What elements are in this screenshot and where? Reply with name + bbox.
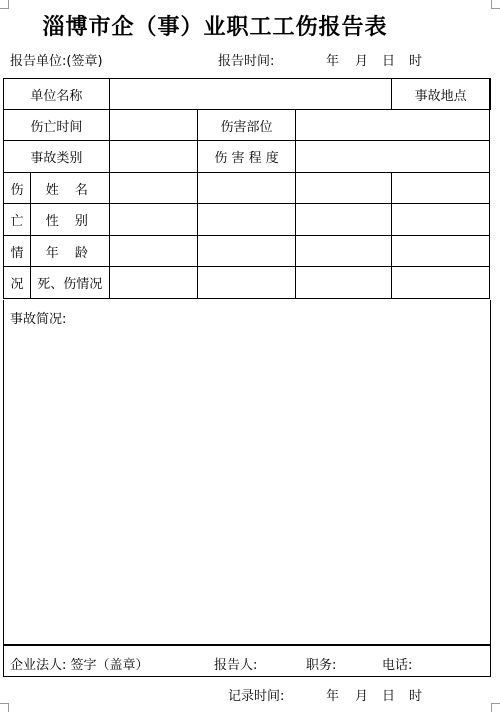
record-year-label: 年 xyxy=(326,689,340,704)
injury-report-table xyxy=(3,78,491,299)
accident-location-label: 事故地点 xyxy=(392,79,490,110)
age-label: 年 龄 xyxy=(30,236,109,267)
name-label: 姓 名 xyxy=(30,173,109,204)
table-row-status xyxy=(4,267,491,299)
crop-mark-bottom-right xyxy=(491,703,500,712)
crop-mark-top-left xyxy=(0,0,9,9)
signature-row xyxy=(3,645,491,677)
legal-rep-label: 企业法人: 签字（盖章） xyxy=(10,658,149,673)
position-label: 职务: xyxy=(306,658,337,673)
age-field-1[interactable] xyxy=(109,236,198,267)
report-hour-label: 时 xyxy=(409,54,423,69)
accident-summary-label: 事故简况: xyxy=(10,312,67,327)
casualty-time-label: 伤亡时间 xyxy=(4,110,110,141)
gender-field-4[interactable] xyxy=(392,204,490,236)
injury-part-label: 伤害部位 xyxy=(198,110,296,141)
unit-name-field[interactable] xyxy=(109,79,392,110)
table-row-gender xyxy=(4,204,491,236)
name-field-2[interactable] xyxy=(198,173,296,204)
age-field-3[interactable] xyxy=(295,236,392,267)
status-field-1[interactable] xyxy=(109,267,198,299)
table-row-time xyxy=(4,110,491,141)
report-day-label: 日 xyxy=(382,54,396,69)
table-row-unit xyxy=(4,79,491,110)
name-field-3[interactable] xyxy=(295,173,392,204)
group-label-char-4: 况 xyxy=(4,267,31,299)
accident-type-field[interactable] xyxy=(109,141,198,173)
casualty-time-field[interactable] xyxy=(109,110,198,141)
group-label-char-2: 亡 xyxy=(4,204,31,236)
reporter-label: 报告人: xyxy=(214,658,258,673)
report-year-label: 年 xyxy=(326,54,340,69)
group-label-char-1: 伤 xyxy=(4,173,31,204)
table-row-age xyxy=(4,236,491,267)
injury-degree-label: 伤 害 程 度 xyxy=(198,141,296,173)
gender-field-1[interactable] xyxy=(109,204,198,236)
form-title: 淄博市企（事）业职工工伤报告表 xyxy=(42,14,388,40)
table-row-name xyxy=(4,173,491,204)
phone-label: 电话: xyxy=(382,658,413,673)
report-time-label: 报告时间: xyxy=(218,54,275,69)
injury-degree-field[interactable] xyxy=(295,141,489,173)
table-row-type xyxy=(4,141,491,173)
accident-type-label: 事故类别 xyxy=(4,141,110,173)
unit-name-label: 单位名称 xyxy=(4,79,110,110)
injury-part-field[interactable] xyxy=(295,110,489,141)
death-injury-status-label: 死、伤情况 xyxy=(30,267,109,299)
age-field-4[interactable] xyxy=(392,236,490,267)
record-hour-label: 时 xyxy=(409,689,423,704)
report-month-label: 月 xyxy=(355,54,369,69)
status-field-3[interactable] xyxy=(295,267,392,299)
report-unit-label: 报告单位:(签章) xyxy=(10,54,103,69)
gender-field-3[interactable] xyxy=(295,204,392,236)
accident-summary-box[interactable] xyxy=(3,300,491,645)
record-month-label: 月 xyxy=(355,689,369,704)
crop-mark-top-right xyxy=(491,0,500,9)
gender-label: 性 别 xyxy=(30,204,109,236)
status-field-2[interactable] xyxy=(198,267,296,299)
crop-mark-bottom-left xyxy=(0,703,9,712)
gender-field-2[interactable] xyxy=(198,204,296,236)
status-field-4[interactable] xyxy=(392,267,490,299)
accident-location-field[interactable] xyxy=(490,79,491,110)
record-time-label: 记录时间: xyxy=(228,689,285,704)
name-field-4[interactable] xyxy=(392,173,490,204)
record-day-label: 日 xyxy=(382,689,396,704)
group-label-char-3: 情 xyxy=(4,236,31,267)
name-field-1[interactable] xyxy=(109,173,198,204)
age-field-2[interactable] xyxy=(198,236,296,267)
